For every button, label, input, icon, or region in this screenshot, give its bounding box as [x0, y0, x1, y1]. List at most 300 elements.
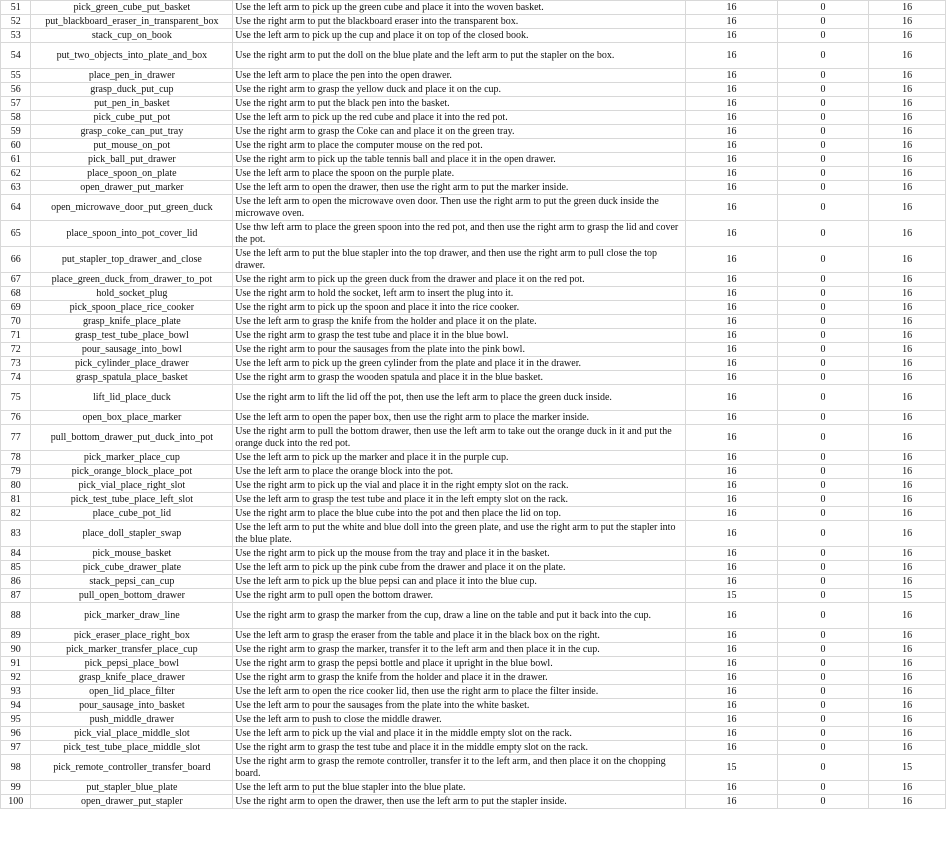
task-id-cell: 62 [1, 167, 31, 181]
task-description-cell: Use the right arm to grasp the test tube and place it in the middle empty slot on the rack. [233, 741, 686, 755]
task-description-cell: Use the right arm to pick up the vial and place it in the right empty slot on the rack. [233, 479, 686, 493]
count-zero-cell: 0 [777, 411, 868, 425]
table-row [1, 795, 946, 809]
count-final-cell: 16 [869, 699, 946, 713]
table-row [1, 97, 946, 111]
task-id-cell: 54 [1, 43, 31, 69]
count-final-cell: 16 [869, 301, 946, 315]
count-final-cell: 16 [869, 547, 946, 561]
count-final-cell: 16 [869, 83, 946, 97]
count-total-cell: 16 [686, 671, 777, 685]
count-total-cell: 16 [686, 781, 777, 795]
count-zero-cell: 0 [777, 29, 868, 43]
count-zero-cell: 0 [777, 657, 868, 671]
task-description-cell: Use the left arm to grasp the eraser from the table and place it in the black box on the right. [233, 629, 686, 643]
count-total-cell: 16 [686, 83, 777, 97]
task-name-cell: pick_test_tube_place_left_slot [31, 493, 233, 507]
count-zero-cell: 0 [777, 69, 868, 83]
task-id-cell: 66 [1, 247, 31, 273]
table-row [1, 139, 946, 153]
count-zero-cell: 0 [777, 329, 868, 343]
count-final-cell: 16 [869, 411, 946, 425]
task-id-cell: 86 [1, 575, 31, 589]
task-description-cell: Use the left arm to put the blue stapler into the top drawer, and then use the right arm to pull close the top drawer. [233, 247, 686, 273]
task-description-cell: Use the left arm to pick up the vial and place it in the middle empty slot on the rack. [233, 727, 686, 741]
table-row [1, 385, 946, 411]
count-final-cell: 16 [869, 713, 946, 727]
count-total-cell: 16 [686, 699, 777, 713]
task-name-cell: pick_orange_block_place_pot [31, 465, 233, 479]
task-description-cell: Use the right arm to pull the bottom drawer, then use the left arm to take out the orange duck in it and put the orange duck into the red pot. [233, 425, 686, 451]
task-id-cell: 87 [1, 589, 31, 603]
count-total-cell: 16 [686, 603, 777, 629]
task-id-cell: 79 [1, 465, 31, 479]
count-total-cell: 16 [686, 741, 777, 755]
table-row [1, 727, 946, 741]
task-id-cell: 80 [1, 479, 31, 493]
count-zero-cell: 0 [777, 575, 868, 589]
count-final-cell: 16 [869, 15, 946, 29]
count-final-cell: 16 [869, 507, 946, 521]
count-final-cell: 16 [869, 273, 946, 287]
count-final-cell: 16 [869, 493, 946, 507]
table-row [1, 29, 946, 43]
count-final-cell: 16 [869, 451, 946, 465]
task-description-cell: Use the left arm to open the paper box, then use the right arm to place the marker inside. [233, 411, 686, 425]
task-description-cell: Use the right arm to pick up the green duck from the drawer and place it on the red pot. [233, 273, 686, 287]
count-zero-cell: 0 [777, 273, 868, 287]
count-total-cell: 16 [686, 343, 777, 357]
count-final-cell: 15 [869, 589, 946, 603]
task-id-cell: 67 [1, 273, 31, 287]
task-id-cell: 84 [1, 547, 31, 561]
task-description-cell: Use the left arm to grasp the knife from the holder and place it on the plate. [233, 315, 686, 329]
count-final-cell: 16 [869, 727, 946, 741]
table-row [1, 741, 946, 755]
count-final-cell: 16 [869, 139, 946, 153]
task-description-cell: Use the right arm to lift the lid off the pot, then use the left arm to place the green duck inside. [233, 385, 686, 411]
task-description-cell: Use the left arm to pick up the green cylinder from the plate and place it in the drawer. [233, 357, 686, 371]
task-id-cell: 98 [1, 755, 31, 781]
count-zero-cell: 0 [777, 357, 868, 371]
count-final-cell: 16 [869, 657, 946, 671]
task-id-cell: 53 [1, 29, 31, 43]
table-row [1, 329, 946, 343]
task-name-cell: pick_spoon_place_rice_cooker [31, 301, 233, 315]
count-final-cell: 16 [869, 795, 946, 809]
task-description-cell: Use the left arm to open the microwave oven door. Then use the right arm to put the green duck inside the microwave oven. [233, 195, 686, 221]
count-zero-cell: 0 [777, 43, 868, 69]
task-id-cell: 81 [1, 493, 31, 507]
count-total-cell: 16 [686, 43, 777, 69]
task-description-cell: Use the right arm to grasp the knife from the holder and place it in the drawer. [233, 671, 686, 685]
task-description-cell: Use the left arm to pick up the red cube and place it into the red pot. [233, 111, 686, 125]
count-total-cell: 16 [686, 411, 777, 425]
task-id-cell: 71 [1, 329, 31, 343]
table-row [1, 603, 946, 629]
table-row [1, 167, 946, 181]
count-zero-cell: 0 [777, 713, 868, 727]
task-id-cell: 77 [1, 425, 31, 451]
count-final-cell: 16 [869, 69, 946, 83]
count-total-cell: 16 [686, 29, 777, 43]
count-zero-cell: 0 [777, 547, 868, 561]
count-total-cell: 16 [686, 181, 777, 195]
table-row [1, 15, 946, 29]
task-description-cell: Use the right arm to put the black pen into the basket. [233, 97, 686, 111]
count-total-cell: 16 [686, 727, 777, 741]
task-description-cell: Use the right arm to grasp the marker, transfer it to the left arm and then place it in the cup. [233, 643, 686, 657]
task-description-cell: Use the left arm to push to close the middle drawer. [233, 713, 686, 727]
count-total-cell: 16 [686, 479, 777, 493]
count-final-cell: 16 [869, 1, 946, 15]
count-total-cell: 16 [686, 301, 777, 315]
count-total-cell: 16 [686, 221, 777, 247]
count-final-cell: 16 [869, 29, 946, 43]
count-total-cell: 16 [686, 465, 777, 479]
count-zero-cell: 0 [777, 795, 868, 809]
count-final-cell: 16 [869, 329, 946, 343]
task-name-cell: put_stapler_blue_plate [31, 781, 233, 795]
table-row [1, 153, 946, 167]
task-name-cell: put_blackboard_eraser_in_transparent_box [31, 15, 233, 29]
task-name-cell: grasp_knife_place_plate [31, 315, 233, 329]
table-row [1, 287, 946, 301]
table-row [1, 713, 946, 727]
task-id-cell: 78 [1, 451, 31, 465]
count-total-cell: 16 [686, 451, 777, 465]
count-final-cell: 16 [869, 181, 946, 195]
count-zero-cell: 0 [777, 589, 868, 603]
task-name-cell: lift_lid_place_duck [31, 385, 233, 411]
table-row [1, 781, 946, 795]
table-row [1, 755, 946, 781]
table-row [1, 301, 946, 315]
count-final-cell: 16 [869, 671, 946, 685]
task-description-cell: Use the right arm to hold the socket, left arm to insert the plug into it. [233, 287, 686, 301]
table-row [1, 411, 946, 425]
count-final-cell: 16 [869, 629, 946, 643]
task-description-cell: Use the right arm to pull open the bottom drawer. [233, 589, 686, 603]
task-description-cell: Use the left arm to place the pen into the open drawer. [233, 69, 686, 83]
task-id-cell: 52 [1, 15, 31, 29]
count-total-cell: 16 [686, 315, 777, 329]
count-final-cell: 16 [869, 603, 946, 629]
count-zero-cell: 0 [777, 301, 868, 315]
task-name-cell: put_stapler_top_drawer_and_close [31, 247, 233, 273]
count-zero-cell: 0 [777, 167, 868, 181]
count-zero-cell: 0 [777, 343, 868, 357]
count-final-cell: 16 [869, 371, 946, 385]
task-name-cell: pick_cube_put_pot [31, 111, 233, 125]
count-zero-cell: 0 [777, 153, 868, 167]
table-row [1, 629, 946, 643]
count-total-cell: 16 [686, 167, 777, 181]
count-final-cell: 15 [869, 755, 946, 781]
task-description-cell: Use the left arm to pick up the green cube and place it into the woven basket. [233, 1, 686, 15]
task-id-cell: 94 [1, 699, 31, 713]
task-description-cell: Use the right arm to grasp the test tube and place it in the blue bowl. [233, 329, 686, 343]
task-id-cell: 99 [1, 781, 31, 795]
task-name-cell: pull_open_bottom_drawer [31, 589, 233, 603]
task-name-cell: grasp_coke_can_put_tray [31, 125, 233, 139]
count-final-cell: 16 [869, 287, 946, 301]
count-zero-cell: 0 [777, 643, 868, 657]
count-final-cell: 16 [869, 781, 946, 795]
task-name-cell: pick_cube_drawer_plate [31, 561, 233, 575]
task-name-cell: pour_sausage_into_bowl [31, 343, 233, 357]
count-zero-cell: 0 [777, 195, 868, 221]
count-final-cell: 16 [869, 521, 946, 547]
task-description-cell: Use the right arm to open the drawer, then use the left arm to put the stapler inside. [233, 795, 686, 809]
task-name-cell: grasp_test_tube_place_bowl [31, 329, 233, 343]
table-row [1, 465, 946, 479]
count-zero-cell: 0 [777, 287, 868, 301]
count-final-cell: 16 [869, 357, 946, 371]
task-name-cell: put_mouse_on_pot [31, 139, 233, 153]
table-row [1, 371, 946, 385]
count-total-cell: 16 [686, 643, 777, 657]
count-final-cell: 16 [869, 465, 946, 479]
count-zero-cell: 0 [777, 15, 868, 29]
count-final-cell: 16 [869, 247, 946, 273]
task-id-cell: 59 [1, 125, 31, 139]
task-name-cell: put_pen_in_basket [31, 97, 233, 111]
task-name-cell: pick_marker_place_cup [31, 451, 233, 465]
count-total-cell: 16 [686, 795, 777, 809]
task-name-cell: pour_sausage_into_basket [31, 699, 233, 713]
count-total-cell: 16 [686, 507, 777, 521]
table-row [1, 493, 946, 507]
task-id-cell: 55 [1, 69, 31, 83]
count-total-cell: 16 [686, 521, 777, 547]
count-final-cell: 16 [869, 385, 946, 411]
task-description-cell: Use the right arm to grasp the marker from the cup, draw a line on the table and put it back into the cup. [233, 603, 686, 629]
task-name-cell: place_green_duck_from_drawer_to_pot [31, 273, 233, 287]
task-id-cell: 85 [1, 561, 31, 575]
task-name-cell: push_middle_drawer [31, 713, 233, 727]
task-name-cell: pick_ball_put_drawer [31, 153, 233, 167]
count-total-cell: 16 [686, 685, 777, 699]
task-id-cell: 68 [1, 287, 31, 301]
table-row [1, 221, 946, 247]
task-name-cell: place_spoon_into_pot_cover_lid [31, 221, 233, 247]
table-row [1, 195, 946, 221]
task-description-cell: Use the left arm to pick up the cup and place it on top of the closed book. [233, 29, 686, 43]
task-name-cell: pick_mouse_basket [31, 547, 233, 561]
count-total-cell: 16 [686, 575, 777, 589]
task-description-cell: Use the left arm to open the rice cooker lid, then use the right arm to place the filter inside. [233, 685, 686, 699]
table-row [1, 643, 946, 657]
table-row [1, 561, 946, 575]
count-zero-cell: 0 [777, 451, 868, 465]
task-name-cell: stack_cup_on_book [31, 29, 233, 43]
task-id-cell: 97 [1, 741, 31, 755]
table-row [1, 589, 946, 603]
table-row [1, 521, 946, 547]
count-final-cell: 16 [869, 741, 946, 755]
task-id-cell: 57 [1, 97, 31, 111]
table-row [1, 699, 946, 713]
count-zero-cell: 0 [777, 507, 868, 521]
table-row [1, 479, 946, 493]
task-name-cell: pick_vial_place_right_slot [31, 479, 233, 493]
count-total-cell: 16 [686, 329, 777, 343]
table-row [1, 125, 946, 139]
task-description-cell: Use the left arm to grasp the test tube and place it in the left empty slot on the rack. [233, 493, 686, 507]
count-zero-cell: 0 [777, 727, 868, 741]
count-total-cell: 16 [686, 97, 777, 111]
task-name-cell: grasp_spatula_place_basket [31, 371, 233, 385]
task-description-cell: Use the right arm to put the blackboard eraser into the transparent box. [233, 15, 686, 29]
count-zero-cell: 0 [777, 685, 868, 699]
task-description-cell: Use the right arm to grasp the wooden spatula and place it in the blue basket. [233, 371, 686, 385]
task-description-cell: Use the right arm to pick up the table tennis ball and place it in the open drawer. [233, 153, 686, 167]
count-final-cell: 16 [869, 643, 946, 657]
count-zero-cell: 0 [777, 671, 868, 685]
task-description-cell: Use the left arm to pick up the marker and place it in the purple cup. [233, 451, 686, 465]
count-zero-cell: 0 [777, 741, 868, 755]
count-zero-cell: 0 [777, 699, 868, 713]
task-name-cell: pick_marker_draw_line [31, 603, 233, 629]
table-row [1, 451, 946, 465]
count-final-cell: 16 [869, 685, 946, 699]
count-final-cell: 16 [869, 315, 946, 329]
task-id-cell: 56 [1, 83, 31, 97]
table-row [1, 247, 946, 273]
count-total-cell: 16 [686, 139, 777, 153]
count-total-cell: 16 [686, 493, 777, 507]
task-id-cell: 83 [1, 521, 31, 547]
task-table-body [1, 1, 946, 809]
task-id-cell: 92 [1, 671, 31, 685]
task-description-cell: Use the left arm to place the orange block into the pot. [233, 465, 686, 479]
table-row [1, 575, 946, 589]
count-zero-cell: 0 [777, 111, 868, 125]
count-total-cell: 16 [686, 385, 777, 411]
task-description-cell: Use the right arm to grasp the Coke can and place it on the green tray. [233, 125, 686, 139]
count-final-cell: 16 [869, 195, 946, 221]
count-zero-cell: 0 [777, 1, 868, 15]
table-row [1, 507, 946, 521]
count-total-cell: 15 [686, 755, 777, 781]
task-description-cell: Use the right arm to pick up the spoon and place it into the rice cooker. [233, 301, 686, 315]
count-zero-cell: 0 [777, 479, 868, 493]
task-id-cell: 96 [1, 727, 31, 741]
task-id-cell: 63 [1, 181, 31, 195]
count-final-cell: 16 [869, 111, 946, 125]
task-description-cell: Use the right arm to grasp the remote controller, transfer it to the left arm, and then place it on the chopping board. [233, 755, 686, 781]
count-total-cell: 15 [686, 589, 777, 603]
table-row [1, 343, 946, 357]
task-id-cell: 72 [1, 343, 31, 357]
count-zero-cell: 0 [777, 247, 868, 273]
count-total-cell: 16 [686, 195, 777, 221]
task-description-cell: Use the left arm to put the white and blue doll into the green plate, and use the right arm to put the stapler into the blue plate. [233, 521, 686, 547]
task-id-cell: 75 [1, 385, 31, 411]
task-name-cell: put_two_objects_into_plate_and_box [31, 43, 233, 69]
count-final-cell: 16 [869, 97, 946, 111]
task-name-cell: open_box_place_marker [31, 411, 233, 425]
table-row [1, 671, 946, 685]
count-zero-cell: 0 [777, 561, 868, 575]
count-zero-cell: 0 [777, 371, 868, 385]
task-name-cell: pick_marker_transfer_place_cup [31, 643, 233, 657]
task-id-cell: 82 [1, 507, 31, 521]
task-id-cell: 60 [1, 139, 31, 153]
task-id-cell: 58 [1, 111, 31, 125]
table-row [1, 657, 946, 671]
task-name-cell: place_doll_stapler_swap [31, 521, 233, 547]
task-id-cell: 90 [1, 643, 31, 657]
count-final-cell: 16 [869, 425, 946, 451]
count-total-cell: 16 [686, 371, 777, 385]
count-total-cell: 16 [686, 629, 777, 643]
count-total-cell: 16 [686, 657, 777, 671]
task-id-cell: 74 [1, 371, 31, 385]
table-row [1, 181, 946, 195]
count-zero-cell: 0 [777, 385, 868, 411]
task-description-cell: Use the right arm to grasp the pepsi bottle and place it upright in the blue bowl. [233, 657, 686, 671]
count-total-cell: 16 [686, 287, 777, 301]
task-name-cell: grasp_duck_put_cup [31, 83, 233, 97]
task-name-cell: open_microwave_door_put_green_duck [31, 195, 233, 221]
table-row [1, 315, 946, 329]
table-row [1, 685, 946, 699]
table-row [1, 1, 946, 15]
task-name-cell: open_lid_place_filter [31, 685, 233, 699]
count-final-cell: 16 [869, 125, 946, 139]
table-row [1, 425, 946, 451]
task-name-cell: pick_vial_place_middle_slot [31, 727, 233, 741]
task-description-cell: Use the right arm to pick up the mouse from the tray and place it in the basket. [233, 547, 686, 561]
count-zero-cell: 0 [777, 97, 868, 111]
count-total-cell: 16 [686, 425, 777, 451]
count-total-cell: 16 [686, 125, 777, 139]
task-description-cell: Use the right arm to put the doll on the blue plate and the left arm to put the stapler on the box. [233, 43, 686, 69]
task-name-cell: pick_test_tube_place_middle_slot [31, 741, 233, 755]
table-row [1, 43, 946, 69]
count-zero-cell: 0 [777, 781, 868, 795]
task-description-cell: Use the left arm to pick up the pink cube from the drawer and place it on the plate. [233, 561, 686, 575]
count-total-cell: 16 [686, 247, 777, 273]
count-zero-cell: 0 [777, 221, 868, 247]
count-final-cell: 16 [869, 343, 946, 357]
task-name-cell: pick_eraser_place_right_box [31, 629, 233, 643]
table-row [1, 357, 946, 371]
task-name-cell: place_spoon_on_plate [31, 167, 233, 181]
task-description-cell: Use the left arm to put the blue stapler into the blue plate. [233, 781, 686, 795]
count-zero-cell: 0 [777, 139, 868, 153]
count-final-cell: 16 [869, 479, 946, 493]
task-id-cell: 70 [1, 315, 31, 329]
task-id-cell: 65 [1, 221, 31, 247]
task-description-cell: Use the left arm to pick up the blue pepsi can and place it into the blue cup. [233, 575, 686, 589]
count-total-cell: 16 [686, 561, 777, 575]
count-total-cell: 16 [686, 1, 777, 15]
task-id-cell: 73 [1, 357, 31, 371]
count-zero-cell: 0 [777, 425, 868, 451]
count-zero-cell: 0 [777, 181, 868, 195]
task-name-cell: open_drawer_put_stapler [31, 795, 233, 809]
count-final-cell: 16 [869, 575, 946, 589]
count-zero-cell: 0 [777, 521, 868, 547]
task-name-cell: stack_pepsi_can_cup [31, 575, 233, 589]
task-id-cell: 51 [1, 1, 31, 15]
task-name-cell: hold_socket_plug [31, 287, 233, 301]
count-final-cell: 16 [869, 221, 946, 247]
task-name-cell: open_drawer_put_marker [31, 181, 233, 195]
